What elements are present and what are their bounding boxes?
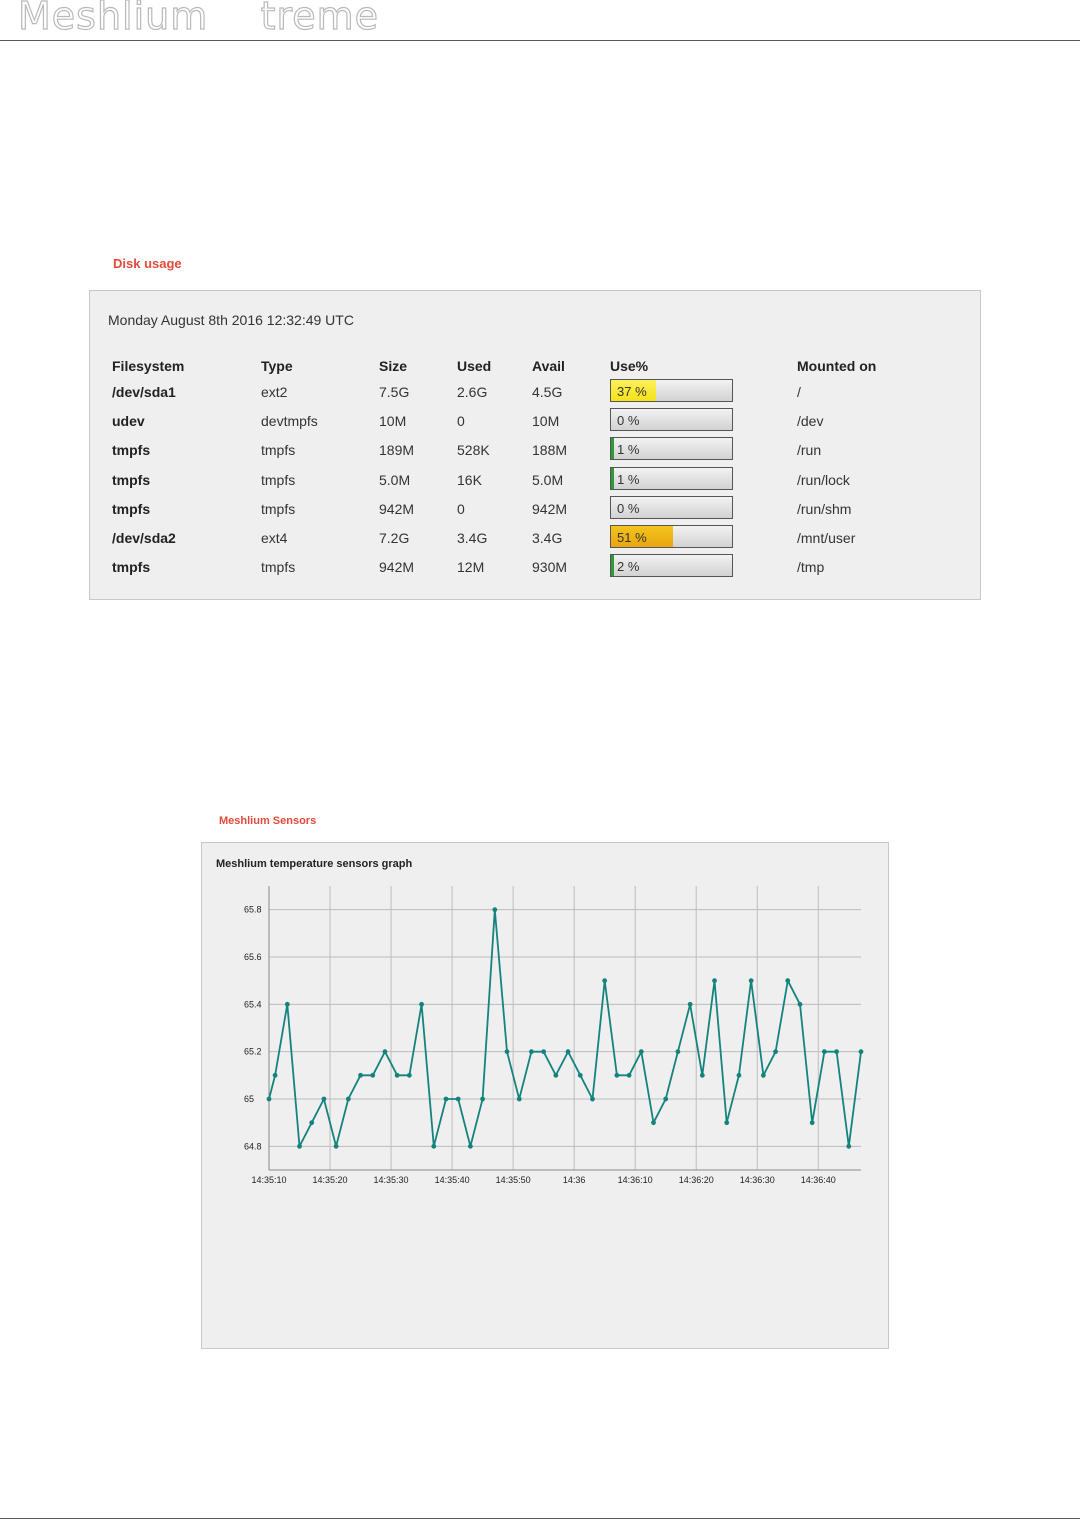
data-point — [822, 1049, 827, 1054]
cell-size: 5.0M — [379, 471, 411, 488]
usage-bar-label: 1 % — [617, 471, 640, 487]
cell-avail: 188M — [532, 442, 568, 459]
usage-bar — [610, 467, 733, 490]
data-point — [346, 1097, 351, 1102]
cell-type: ext4 — [261, 530, 288, 546]
y-tick-label: 65.2 — [244, 1046, 262, 1057]
data-point — [700, 1073, 705, 1078]
usage-bar-label: 2 % — [617, 559, 640, 575]
cell-type: tmpfs — [261, 559, 296, 576]
usage-bar-label: 37 % — [617, 384, 647, 399]
cell-size: 189M — [379, 442, 415, 459]
data-point — [468, 1144, 473, 1149]
data-point — [273, 1073, 278, 1078]
usage-bar-label: 0 % — [617, 500, 640, 516]
x-tick-label: 14:35:10 — [251, 1175, 287, 1185]
data-point — [663, 1097, 668, 1102]
data-point — [358, 1073, 363, 1078]
cell-filesystem: udev — [112, 413, 145, 430]
data-point — [749, 978, 754, 983]
cell-avail: 930M — [532, 559, 568, 576]
y-tick-label: 64.8 — [244, 1141, 262, 1152]
data-point — [834, 1049, 839, 1054]
col-avail-header: Avail — [532, 358, 565, 374]
cell-mounted: /run — [797, 442, 822, 459]
usage-bar-fill — [611, 555, 614, 576]
data-point — [627, 1073, 632, 1078]
app-logo-title: Meshlium treme — [18, 0, 380, 38]
cell-filesystem: tmpfs — [112, 500, 151, 517]
x-tick-label: 14:36:10 — [617, 1175, 653, 1185]
y-tick-label: 65 — [244, 1094, 255, 1104]
cell-type: tmpfs — [261, 471, 296, 488]
data-point — [566, 1049, 571, 1054]
data-point — [553, 1073, 558, 1078]
x-tick-label: 14:36 — [562, 1175, 586, 1185]
sensors-label: Meshlium Sensors — [219, 815, 317, 827]
cell-used: 0 — [457, 413, 465, 430]
x-tick-label: 14:35:50 — [495, 1175, 531, 1185]
data-point — [444, 1097, 449, 1102]
data-point — [419, 1002, 424, 1007]
data-point — [761, 1073, 766, 1078]
data-point — [737, 1073, 742, 1078]
data-point — [285, 1002, 290, 1007]
disk-timestamp: Monday August 8th 2016 12:32:49 UTC — [108, 312, 354, 328]
data-point — [395, 1073, 400, 1078]
col-used-header: Used — [457, 358, 492, 374]
data-point — [614, 1073, 619, 1078]
cell-type: tmpfs — [261, 500, 296, 517]
data-point — [541, 1049, 546, 1054]
cell-used: 12M — [457, 559, 485, 576]
cell-avail: 10M — [532, 413, 560, 430]
x-tick-label: 14:35:40 — [434, 1175, 470, 1185]
x-tick-label: 14:36:30 — [739, 1175, 775, 1185]
data-point — [651, 1120, 656, 1125]
cell-used: 528K — [457, 442, 490, 459]
x-tick-label: 14:35:30 — [373, 1175, 409, 1185]
col-type-header: Type — [261, 358, 293, 374]
usage-bar — [610, 408, 733, 431]
data-point — [590, 1097, 595, 1102]
header-divider — [0, 40, 1080, 41]
col-filesystem-header: Filesystem — [112, 358, 185, 374]
data-point — [712, 978, 717, 983]
data-point — [407, 1073, 412, 1078]
cell-used: 0 — [457, 500, 465, 517]
cell-size: 7.2G — [379, 530, 410, 546]
data-point — [505, 1049, 510, 1054]
usage-bar — [610, 437, 733, 460]
cell-used: 3.4G — [457, 530, 488, 546]
disk-usage-panel — [89, 290, 981, 600]
usage-bar — [610, 554, 733, 577]
cell-filesystem: tmpfs — [112, 559, 151, 576]
data-point — [309, 1120, 314, 1125]
data-point — [676, 1049, 681, 1054]
data-point — [480, 1097, 485, 1102]
col-size-header: Size — [379, 358, 408, 374]
cell-mounted: /dev — [797, 413, 824, 430]
cell-type: tmpfs — [261, 442, 296, 459]
cell-size: 7.5G — [379, 384, 410, 400]
data-point — [639, 1049, 644, 1054]
data-point — [773, 1049, 778, 1054]
data-point — [322, 1097, 327, 1102]
cell-size: 942M — [379, 559, 415, 576]
data-point — [688, 1002, 693, 1007]
cell-avail: 942M — [532, 500, 568, 517]
usage-bar — [610, 496, 733, 519]
data-point — [383, 1049, 388, 1054]
usage-bar-label: 1 % — [617, 442, 640, 458]
cell-size: 942M — [379, 500, 415, 517]
data-point — [859, 1049, 864, 1054]
data-point — [334, 1144, 339, 1149]
cell-type: ext2 — [261, 384, 288, 400]
cell-used: 16K — [457, 471, 482, 488]
cell-mounted: /run/lock — [797, 471, 850, 488]
graph-title: Meshlium temperature sensors graph — [216, 858, 413, 870]
usage-bar-fill — [611, 438, 614, 459]
cell-type: devtmpfs — [261, 413, 318, 430]
temperature-chart — [202, 843, 890, 1350]
col-use-pct-header: Use% — [610, 358, 649, 374]
usage-bar — [610, 525, 733, 548]
data-point — [846, 1144, 851, 1149]
data-point — [602, 978, 607, 983]
data-point — [810, 1120, 815, 1125]
data-point — [370, 1073, 375, 1078]
cell-filesystem: tmpfs — [112, 471, 151, 488]
cell-avail: 5.0M — [532, 471, 564, 488]
cell-filesystem: /dev/sda1 — [112, 384, 176, 400]
cell-mounted: /run/shm — [797, 500, 852, 517]
data-point — [724, 1120, 729, 1125]
sensors-panel — [201, 842, 889, 1349]
y-tick-label: 65.8 — [244, 904, 262, 915]
col-mounted-header: Mounted on — [797, 358, 877, 374]
data-point — [529, 1049, 534, 1054]
cell-used: 2.6G — [457, 384, 488, 400]
footer-divider — [0, 1518, 1080, 1519]
data-point — [267, 1097, 272, 1102]
cell-filesystem: tmpfs — [112, 442, 151, 459]
data-point — [456, 1097, 461, 1102]
cell-filesystem: /dev/sda2 — [112, 530, 176, 546]
cell-avail: 4.5G — [532, 384, 563, 400]
x-tick-label: 14:35:20 — [312, 1175, 348, 1185]
cell-mounted: / — [797, 384, 801, 400]
cell-mounted: /mnt/user — [797, 530, 856, 546]
data-point — [798, 1002, 803, 1007]
data-point — [492, 907, 497, 912]
y-tick-label: 65.6 — [244, 952, 262, 962]
cell-size: 10M — [379, 413, 407, 430]
x-tick-label: 14:36:20 — [678, 1175, 714, 1185]
usage-bar-label: 51 % — [617, 530, 647, 545]
data-point — [297, 1144, 302, 1149]
usage-bar-label: 0 % — [617, 413, 640, 429]
data-point — [517, 1097, 522, 1102]
cell-mounted: /tmp — [797, 559, 825, 576]
usage-bar — [610, 379, 733, 402]
cell-avail: 3.4G — [532, 530, 563, 546]
series-line — [269, 910, 861, 1147]
usage-bar-fill — [611, 468, 614, 489]
y-tick-label: 65.4 — [244, 999, 262, 1010]
data-point — [431, 1144, 436, 1149]
disk-usage-label: Disk usage — [113, 256, 182, 271]
x-tick-label: 14:36:40 — [800, 1175, 836, 1185]
data-point — [785, 978, 790, 983]
data-point — [578, 1073, 583, 1078]
